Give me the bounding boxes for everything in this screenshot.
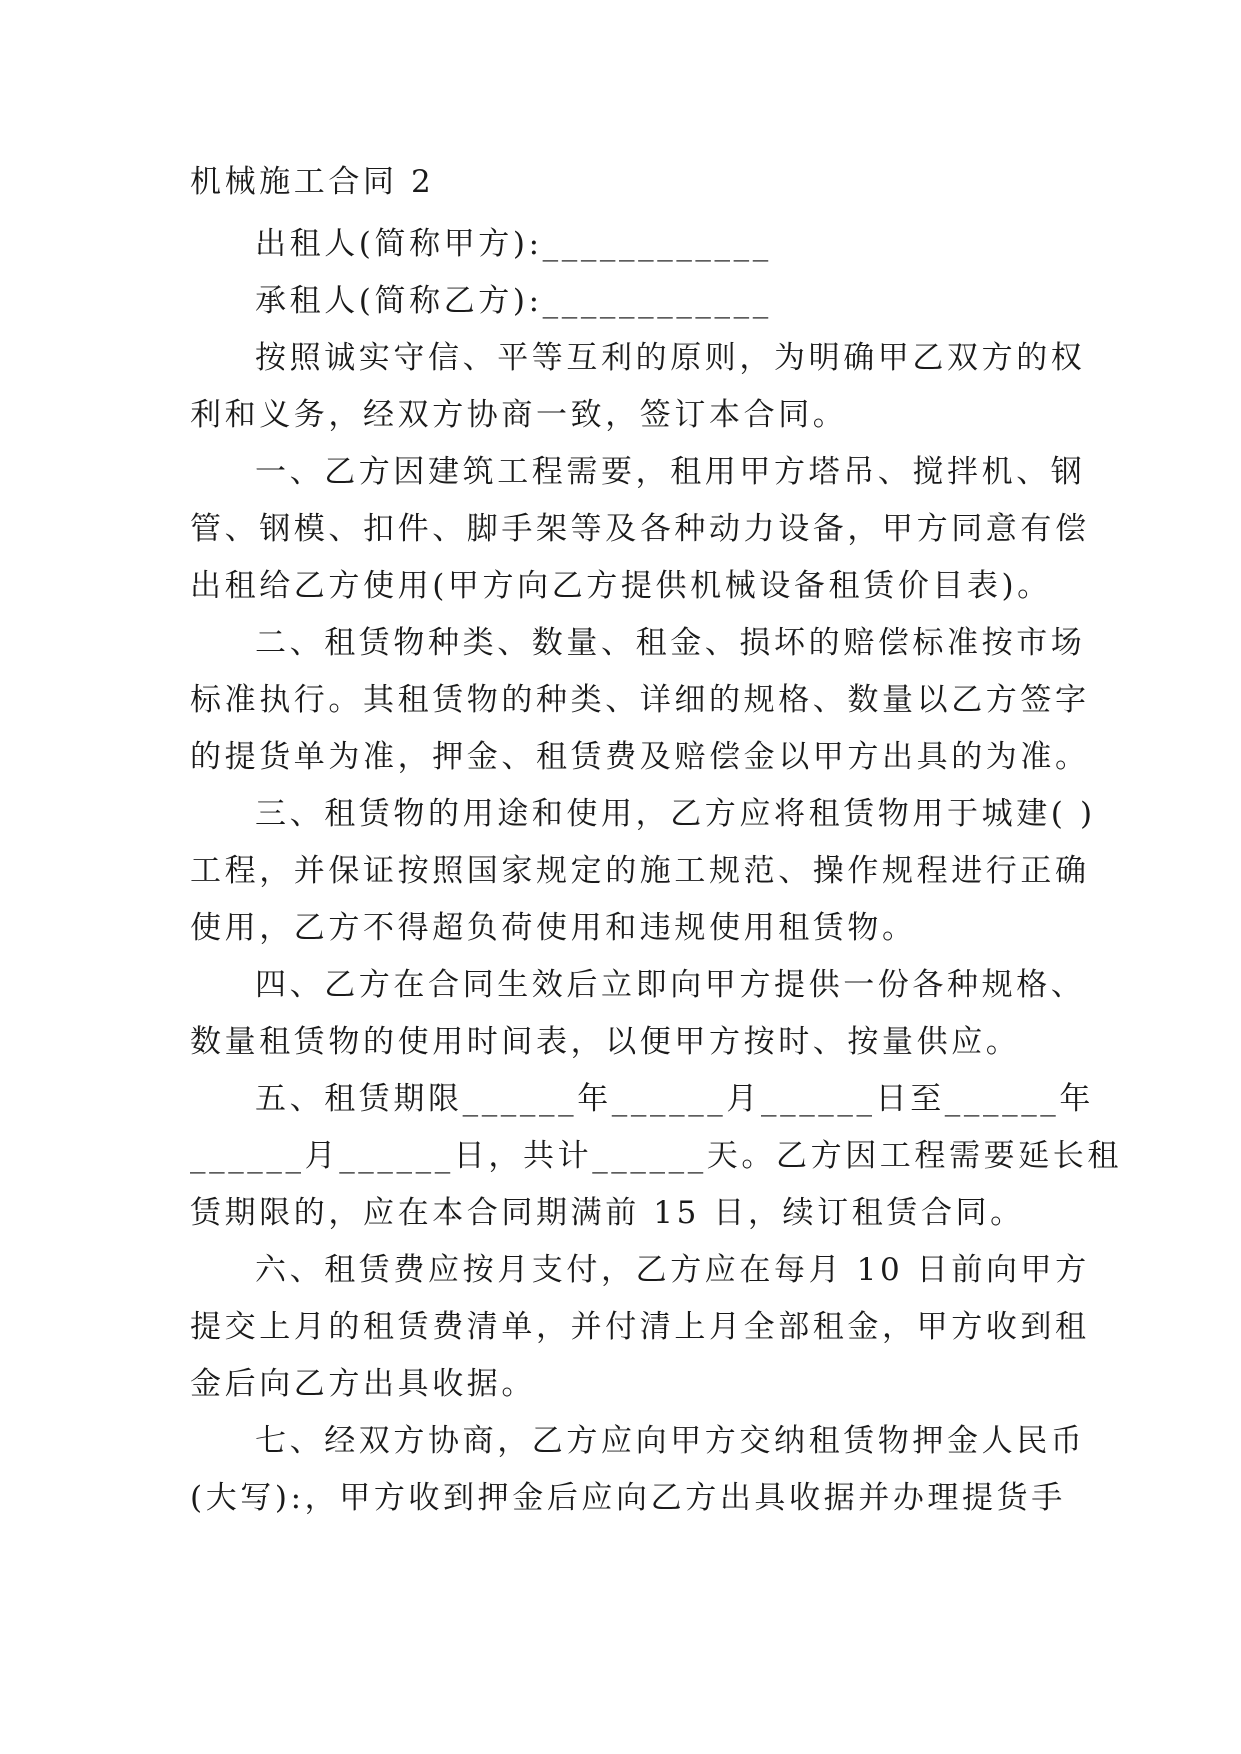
clause-3-line: 使用，乙方不得超负荷使用和违规使用租赁物。 (190, 910, 917, 946)
clause-5-line: 赁期限的，应在本合同期满前 15 日，续订租赁合同。 (190, 1195, 1025, 1231)
paragraph-line: 利和义务，经双方协商一致，签订本合同。 (190, 397, 848, 433)
clause-3-line: 工程，并保证按照国家规定的施工规范、操作规程进行正确 (190, 853, 1090, 889)
clause-6-line: 六、租赁费应按月支付，乙方应在每月 10 日前向甲方 (255, 1252, 1090, 1288)
clause-1-line: 管、钢模、扣件、脚手架等及各种动力设备，甲方同意有偿 (190, 511, 1090, 547)
clause-5-line: ______月______日，共计______天。乙方因工程需要延长租 (190, 1138, 1122, 1174)
clause-2-line: 标准执行。其租赁物的种类、详细的规格、数量以乙方签字 (190, 682, 1090, 718)
lessee-line: 承租人(简称乙方):____________ (255, 283, 772, 319)
lessor-line: 出租人(简称甲方):____________ (255, 226, 772, 262)
clause-5-line: 五、租赁期限______年______月______日至______年 (255, 1081, 1094, 1117)
document-title: 机械施工合同 2 (190, 164, 435, 200)
clause-6-line: 金后向乙方出具收据。 (190, 1366, 536, 1402)
clause-2-line: 的提货单为准，押金、租赁费及赔偿金以甲方出具的为准。 (190, 739, 1090, 775)
clause-3-line: 三、租赁物的用途和使用，乙方应将租赁物用于城建( ) (255, 796, 1096, 832)
clause-7-line: 七、经双方协商，乙方应向甲方交纳租赁物押金人民币 (255, 1423, 1086, 1459)
paragraph-line: 按照诚实守信、平等互利的原则，为明确甲乙双方的权 (255, 340, 1086, 376)
clause-6-line: 提交上月的租赁费清单，并付清上月全部租金，甲方收到租 (190, 1309, 1090, 1345)
clause-7-line: (大写):，甲方收到押金后应向乙方出具收据并办理提货手 (190, 1480, 1066, 1516)
clause-1-line: 出租给乙方使用(甲方向乙方提供机械设备租赁价目表)。 (190, 568, 1052, 604)
clause-4-line: 数量租赁物的使用时间表，以便甲方按时、按量供应。 (190, 1024, 1021, 1060)
clause-1-line: 一、乙方因建筑工程需要，租用甲方塔吊、搅拌机、钢 (255, 454, 1086, 490)
clause-4-line: 四、乙方在合同生效后立即向甲方提供一份各种规格、 (255, 967, 1086, 1003)
clause-2-line: 二、租赁物种类、数量、租金、损坏的赔偿标准按市场 (255, 625, 1086, 661)
